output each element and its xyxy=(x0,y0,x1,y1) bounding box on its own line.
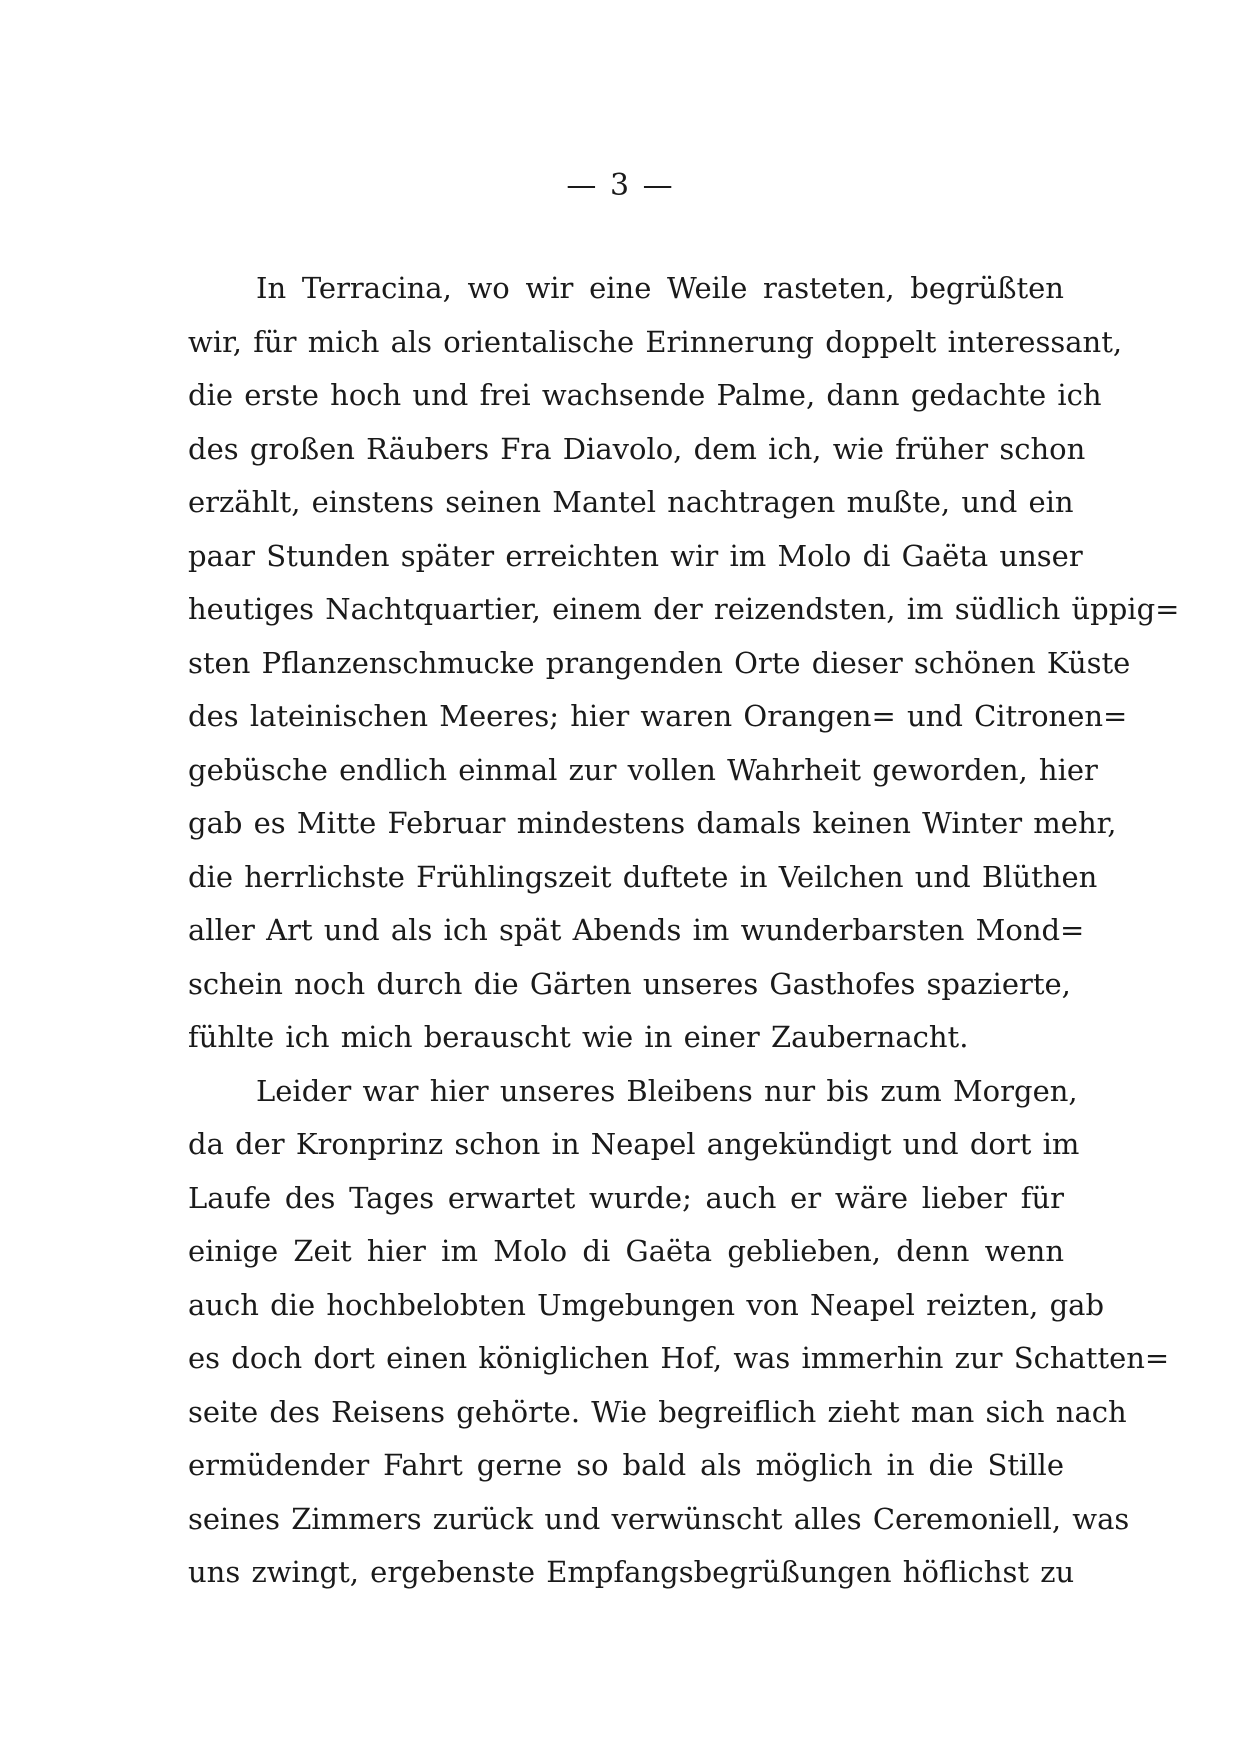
text-line: erzählt, einstens seinen Mantel nachtragen mußte, und ein xyxy=(188,485,1074,519)
text-line: heutiges Nachtquartier, einem der reizendsten, im südlich üppig= xyxy=(188,592,1180,626)
text-line: ermüdender Fahrt gerne so bald als möglich in die Stille xyxy=(188,1448,1064,1482)
text-line: Leider war hier unseres Bleibens nur bis zum Morgen, xyxy=(256,1073,1078,1108)
text-line: die herrlichste Frühlingszeit duftete in Veilchen und Blüthen xyxy=(188,859,1098,894)
text-line: es doch dort einen königlichen Hof, was immerhin zur Schatten= xyxy=(188,1341,1170,1375)
text-line: sten Pflanzenschmucke prangenden Orte dieser schönen Küste xyxy=(188,645,1131,680)
text-line: des großen Räubers Fra Diavolo, dem ich, wie früher schon xyxy=(188,431,1086,466)
page-number: — 3 — xyxy=(566,168,675,203)
text-line: einige Zeit hier im Molo di Gaëta geblieben, denn wenn xyxy=(188,1234,1064,1268)
text-line: uns zwingt, ergebenste Empfangsbegrüßungen höflichst zu xyxy=(188,1555,1075,1589)
text-line: gab es Mitte Februar mindestens damals keinen Winter mehr, xyxy=(188,806,1117,840)
text-line: da der Kronprinz schon in Neapel angekündigt und dort im xyxy=(188,1127,1080,1161)
text-line: seines Zimmers zurück und verwünscht alles Ceremoniell, was xyxy=(188,1501,1130,1536)
text-line: paar Stunden später erreichten wir im Molo di Gaëta unser xyxy=(188,538,1083,573)
text-line: auch die hochbelobten Umgebungen von Neapel reizten, gab xyxy=(188,1287,1105,1322)
paragraph-1 xyxy=(188,262,1180,1065)
body-text xyxy=(188,262,1180,1600)
text-line: Laufe des Tages erwartet wurde; auch er wäre lieber für xyxy=(188,1180,1064,1215)
text-line: gebüsche endlich einmal zur vollen Wahrheit geworden, hier xyxy=(188,752,1098,787)
text-line: seite des Reisens gehörte. Wie begreiflich zieht man sich nach xyxy=(188,1394,1127,1429)
text-line: aller Art und als ich spät Abends im wunderbarsten Mond= xyxy=(188,913,1085,947)
paragraph-2 xyxy=(188,1065,1170,1600)
text-line: die erste hoch und frei wachsende Palme, dann gedachte ich xyxy=(188,378,1102,412)
text-line: des lateinischen Meeres; hier waren Orangen= und Citronen= xyxy=(188,699,1128,733)
text-line: schein noch durch die Gärten unseres Gasthofes spazierte, xyxy=(188,966,1071,1001)
text-line: In Terracina, wo wir eine Weile rasteten, begrüßten xyxy=(256,271,1064,305)
text-line: wir, für mich als orientalische Erinnerung doppelt interessant, xyxy=(188,324,1123,359)
text-line: fühlte ich mich berauscht wie in einer Zaubernacht. xyxy=(188,1020,969,1054)
